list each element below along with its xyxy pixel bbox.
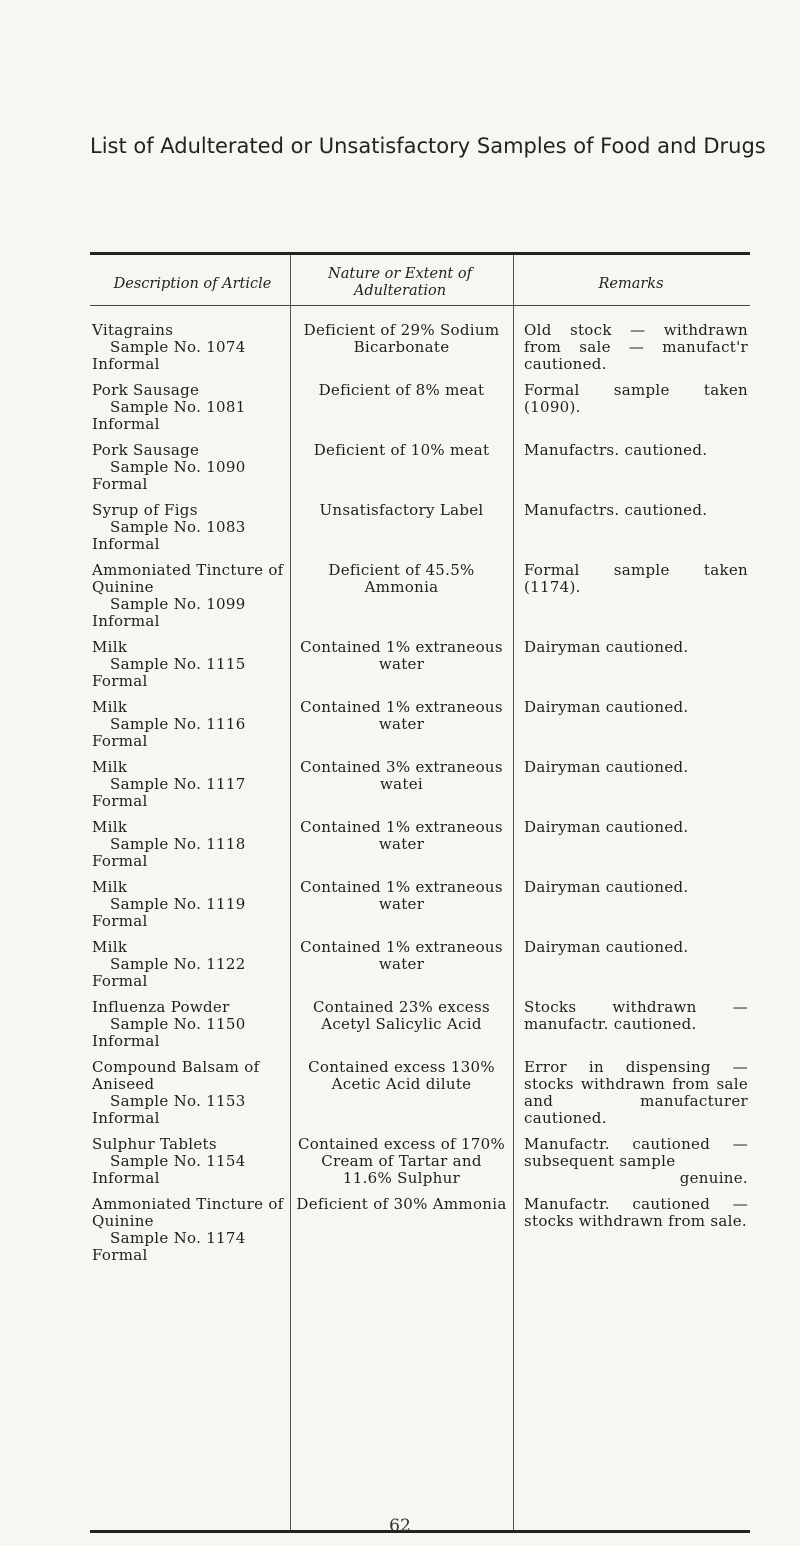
article-name: Milk (92, 878, 128, 896)
remarks-cell (513, 819, 750, 870)
sample-type: Informal (92, 355, 160, 373)
remarks-cell (513, 639, 750, 690)
description-cell (90, 639, 290, 690)
remarks-cell (513, 1136, 750, 1187)
sample-type: Informal (92, 535, 160, 553)
table-row (90, 639, 750, 690)
table-row (90, 699, 750, 750)
sample-number: Sample No. 1150 (110, 1015, 246, 1033)
sample-type: Informal (92, 612, 160, 630)
sample-type: Informal (92, 1109, 160, 1127)
nature-cell: Deficient of 8% meat (318, 381, 485, 399)
remarks-cell (513, 502, 750, 553)
sample-type: Formal (92, 912, 148, 930)
article-name: Milk (92, 758, 128, 776)
article-name: Vitagrains (92, 321, 174, 339)
header-remarks: Remarks (598, 276, 664, 292)
sample-number: Sample No. 1115 (110, 655, 246, 673)
table-row (90, 562, 750, 630)
table-row (90, 759, 750, 810)
article-name: Syrup of Figs (92, 501, 198, 519)
remarks-text: Dairyman cautioned. (524, 878, 689, 896)
sample-number: Sample No. 1154 (110, 1152, 246, 1170)
nature-cell: Contained 3% extraneous watei (300, 758, 503, 793)
nature-cell: Deficient of 45.5% Ammonia (328, 561, 475, 596)
nature-cell: Contained 1% extraneous water (300, 818, 503, 853)
remarks-text: Dairyman cautioned. (524, 938, 689, 956)
table-row (90, 1136, 750, 1187)
remarks-cell (513, 442, 750, 493)
header-nature: Nature or Extent of Adulteration (328, 266, 472, 299)
nature-cell: Contained 1% extraneous water (300, 938, 503, 973)
sample-number: Sample No. 1174 (110, 1229, 246, 1247)
nature-cell: Contained 1% extraneous water (300, 878, 503, 913)
table-row (90, 1059, 750, 1127)
description-cell (90, 1136, 290, 1187)
article-name: Milk (92, 698, 128, 716)
remarks-text: Manufactrs. cautioned. (524, 501, 708, 519)
remarks-text: Dairyman cautioned. (524, 818, 689, 836)
description-cell (90, 502, 290, 553)
sample-number: Sample No. 1090 (110, 458, 246, 476)
samples-table (90, 322, 750, 1273)
nature-cell: Contained excess 130% Acetic Acid dilute (308, 1058, 495, 1093)
sample-type: Informal (92, 415, 160, 433)
article-name: Influenza Powder (92, 998, 230, 1016)
description-cell (90, 759, 290, 810)
nature-cell: Contained excess of 170% Cream of Tartar and 11.6% Sulphur (297, 1135, 506, 1187)
sample-type: Formal (92, 1246, 148, 1264)
remarks-text: Formal sample taken (1174). (524, 561, 748, 596)
header-rule (90, 305, 750, 306)
remarks-text: Error in dispensing — stocks withdrawn from sale and manufacturer cautioned. (524, 1058, 748, 1127)
description-cell (90, 999, 290, 1050)
remarks-cell (513, 759, 750, 810)
nature-cell: Unsatisfactory Label (319, 501, 484, 519)
table-row (90, 999, 750, 1050)
remarks-text: Stocks withdrawn — manufactr. cautioned. (524, 998, 748, 1033)
article-name: Milk (92, 818, 128, 836)
remarks-cell (513, 879, 750, 930)
table-row (90, 939, 750, 990)
table-row (90, 502, 750, 553)
remarks-text: Manufactr. cautioned — subsequent sample (524, 1135, 748, 1170)
remarks-cell (513, 562, 750, 630)
article-name: Milk (92, 638, 128, 656)
remarks-text: Old stock — withdrawn from sale — manufact'r cautioned. (524, 321, 748, 373)
remarks-cell (513, 999, 750, 1050)
sample-type: Formal (92, 792, 148, 810)
remarks-cell (513, 699, 750, 750)
sample-number: Sample No. 1074 (110, 338, 246, 356)
description-cell (90, 322, 290, 373)
sample-type: Informal (92, 1032, 160, 1050)
article-name: Ammoniated Tincture of Quinine (92, 561, 284, 596)
article-name: Pork Sausage (92, 441, 200, 459)
table-row (90, 879, 750, 930)
sample-type: Formal (92, 972, 148, 990)
article-name: Milk (92, 938, 128, 956)
table-row (90, 1196, 750, 1264)
table-row (90, 819, 750, 870)
sample-type: Formal (92, 672, 148, 690)
description-cell (90, 562, 290, 630)
article-name: Sulphur Tablets (92, 1135, 217, 1153)
remarks-cell (513, 382, 750, 433)
sample-type: Formal (92, 732, 148, 750)
remarks-cell (513, 322, 750, 373)
description-cell (90, 382, 290, 433)
description-cell (90, 819, 290, 870)
sample-number: Sample No. 1083 (110, 518, 246, 536)
article-name: Compound Balsam of Aniseed (92, 1058, 260, 1093)
remarks-text: Dairyman cautioned. (524, 638, 689, 656)
table-row (90, 322, 750, 373)
article-name: Pork Sausage (92, 381, 200, 399)
nature-cell: Contained 23% excess Acetyl Salicylic Acid (313, 998, 490, 1033)
sample-number: Sample No. 1099 (110, 595, 246, 613)
sample-number: Sample No. 1117 (110, 775, 246, 793)
remarks-cell (513, 939, 750, 990)
table-top-rule (90, 252, 750, 255)
nature-cell: Deficient of 30% Ammonia (296, 1195, 507, 1213)
article-name: Ammoniated Tincture of Quinine (92, 1195, 284, 1230)
sample-number: Sample No. 1116 (110, 715, 246, 733)
description-cell (90, 939, 290, 990)
description-cell (90, 879, 290, 930)
sample-type: Formal (92, 475, 148, 493)
description-cell (90, 1196, 290, 1264)
sample-number: Sample No. 1119 (110, 895, 246, 913)
remarks-text: Formal sample taken (1090). (524, 381, 748, 416)
sample-type: Formal (92, 852, 148, 870)
nature-cell: Contained 1% extraneous water (300, 638, 503, 673)
sample-number: Sample No. 1153 (110, 1092, 246, 1110)
remarks-cell (513, 1196, 750, 1264)
table-row (90, 442, 750, 493)
nature-cell: Deficient of 29% Sodium Bicarbonate (303, 321, 500, 356)
sample-number: Sample No. 1122 (110, 955, 246, 973)
header-description: Description of Article (113, 276, 272, 292)
page-number: 62 (389, 1516, 411, 1536)
page-title: List of Adulterated or Unsatisfactory Samples of Food and Drugs (90, 134, 766, 158)
table-row (90, 382, 750, 433)
remarks-text: Manufactrs. cautioned. (524, 441, 708, 459)
nature-cell: Contained 1% extraneous water (300, 698, 503, 733)
description-cell (90, 442, 290, 493)
remarks-text: Dairyman cautioned. (524, 698, 689, 716)
remarks-text: Manufactr. cautioned — stocks withdrawn from sale. (524, 1195, 748, 1230)
remarks-text: Dairyman cautioned. (524, 758, 689, 776)
nature-cell: Deficient of 10% meat (313, 441, 490, 459)
remarks-text-end: genuine. (679, 1169, 748, 1187)
sample-type: Informal (92, 1169, 160, 1187)
remarks-cell (513, 1059, 750, 1127)
description-cell (90, 1059, 290, 1127)
sample-number: Sample No. 1081 (110, 398, 246, 416)
sample-number: Sample No. 1118 (110, 835, 246, 853)
description-cell (90, 699, 290, 750)
